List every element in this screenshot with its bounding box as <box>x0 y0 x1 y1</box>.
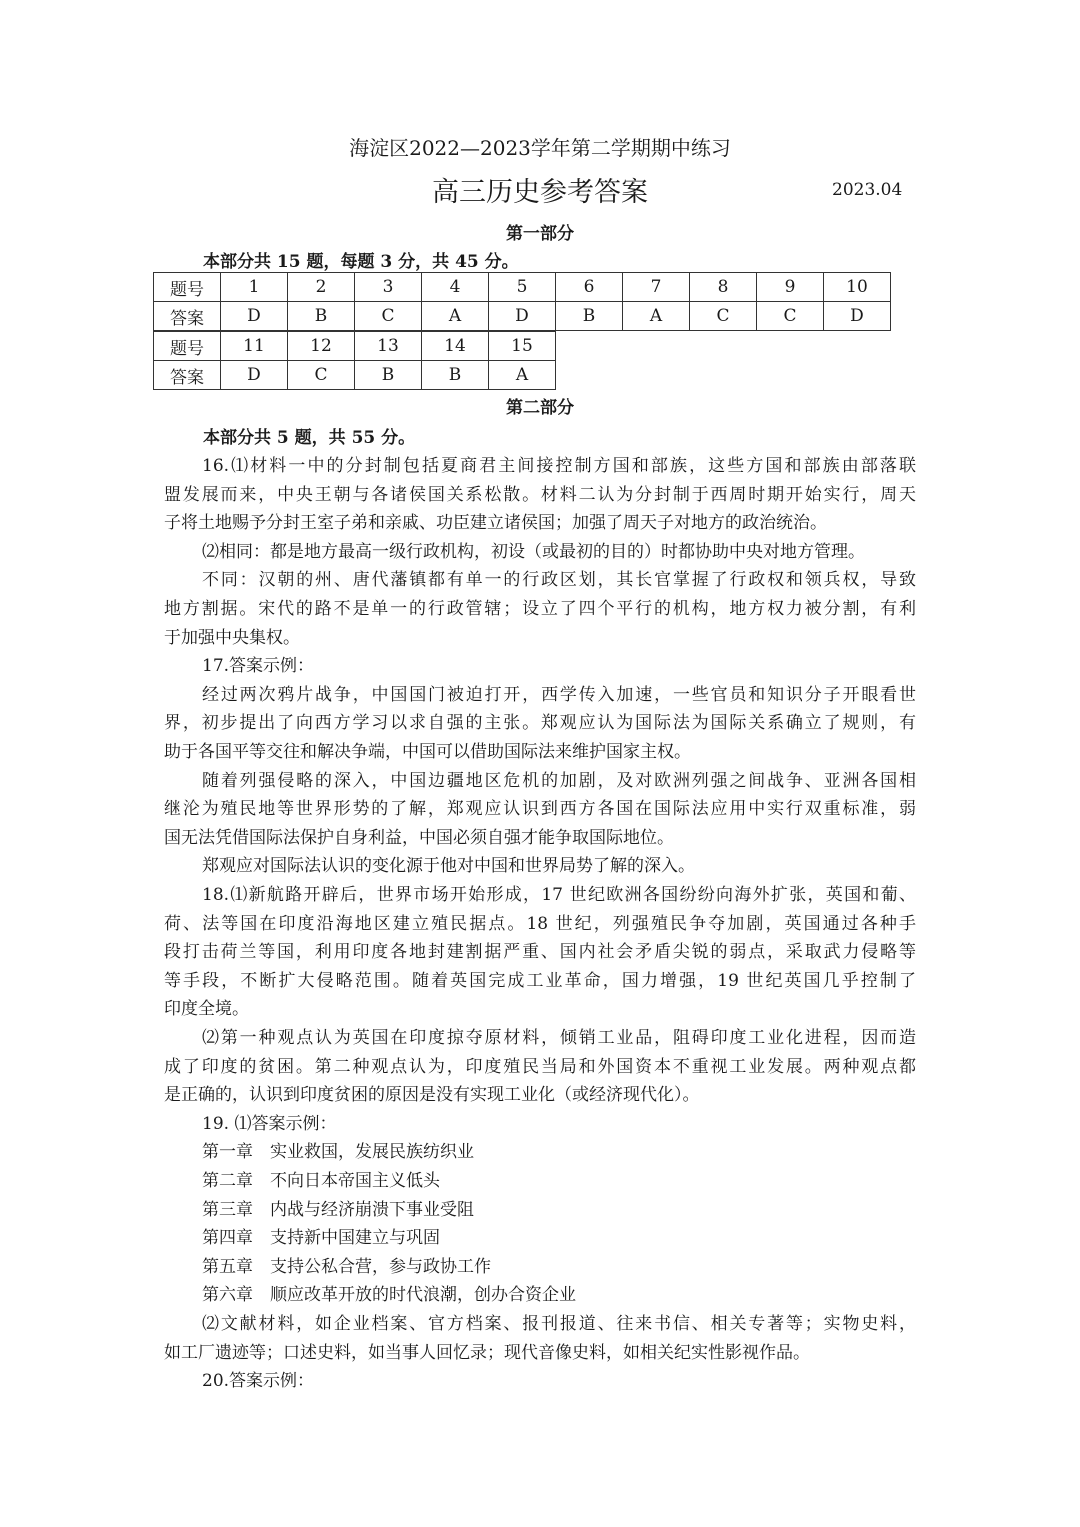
answer-cell: C <box>757 302 824 331</box>
answer-cell: C <box>355 302 422 331</box>
part1-intro: 本部分共 15 题，每题 3 分，共 45 分。 <box>203 252 519 272</box>
answer-cell: B <box>422 361 489 390</box>
question-number: 10 <box>824 273 891 302</box>
question-number: 2 <box>288 273 355 302</box>
question-number: 3 <box>355 273 422 302</box>
text-line: 是正确的，认识到印度贫困的原因是没有实现工业化（或经济现代化）。 <box>164 1085 700 1106</box>
answer-cell: D <box>824 302 891 331</box>
text-line: 地方割据。宋代的路不是单一的行政管辖；设立了四个平行的机构，地方权力被分割，有利 <box>164 599 916 619</box>
text-line: 于加强中央集权。 <box>164 627 300 648</box>
text-line: 经过两次鸦片战争，中国国门被迫打开，西学传入加速，一些官员和知识分子开眼看世 <box>202 684 916 705</box>
document-subtitle: 高三历史参考答案 <box>432 177 648 208</box>
text-line: ⑵相同：都是地方最高一级行政机构，初设（或最初的目的）时都协助中央对地方管理。 <box>202 541 865 562</box>
question-number: 5 <box>489 273 556 302</box>
part2-intro: 本部分共 5 题，共 55 分。 <box>203 428 416 448</box>
text-line: 郑观应对国际法认识的变化源于他对中国和世界局势了解的深入。 <box>202 856 695 877</box>
text-line: 第四章 支持新中国建立与巩固 <box>202 1228 440 1249</box>
table-row-answers <box>154 302 891 331</box>
table-row-answers <box>154 361 556 390</box>
text-line: ⑵第一种观点认为英国在印度掠夺原材料，倾销工业品，阻碍印度工业化进程，因而造 <box>202 1028 916 1048</box>
text-line: 继沦为殖民地等世界形势的了解，郑观应认识到西方各国在国际法应用中实行双重标准，弱 <box>164 799 916 820</box>
row-label-question: 题号 <box>154 273 221 302</box>
text-line: ⑵文献材料，如企业档案、官方档案、报刊报道、往来书信、相关专著等；实物史料， <box>202 1314 916 1334</box>
text-line: 助于各国平等交往和解决争端，中国可以借助国际法来维护国家主权。 <box>164 742 691 762</box>
question-number: 15 <box>489 332 556 361</box>
text-line: 20.答案示例： <box>202 1371 315 1392</box>
text-line: 18.⑴新航路开辟后，世界市场开始形成，17 世纪欧洲各国纷纷向海外扩张，英国和葡、 <box>202 885 916 905</box>
text-line: 子将土地赐予分封王室子弟和亲戚、功臣建立诸侯国；加强了周天子对地方的政治统治。 <box>164 513 827 534</box>
answer-table-2 <box>153 331 556 390</box>
question-number: 8 <box>690 273 757 302</box>
text-line: 如工厂遗迹等；口述史料，如当事人回忆录；现代音像史料，如相关纪实性影视作品。 <box>164 1342 810 1363</box>
text-line: 19. ⑴答案示例： <box>202 1113 337 1134</box>
answer-table-1 <box>153 272 891 331</box>
text-line: 17.答案示例： <box>202 656 315 677</box>
document-title: 海淀区2022—2023学年第二学期期中练习 <box>349 136 731 160</box>
question-number: 9 <box>757 273 824 302</box>
answer-cell: A <box>422 302 489 331</box>
row-label-question: 题号 <box>154 332 221 361</box>
answer-cell: B <box>288 302 355 331</box>
text-line: 第一章 实业救国，发展民族纺织业 <box>202 1142 474 1163</box>
part2-heading: 第二部分 <box>506 398 574 418</box>
table-row-numbers <box>154 273 891 302</box>
text-line: 随着列强侵略的深入，中国边疆地区危机的加剧，及对欧洲列强之间战争、亚洲各国相 <box>202 770 916 791</box>
part1-heading: 第一部分 <box>506 224 574 244</box>
question-number: 7 <box>623 273 690 302</box>
question-number: 12 <box>288 332 355 361</box>
text-line: 第二章 不向日本帝国主义低头 <box>202 1171 440 1191</box>
text-line: 段打击荷兰等国，利用印度各地封建割据严重、国内社会矛盾尖锐的弱点，采取武力侵略等 <box>164 942 916 963</box>
row-label-answer: 答案 <box>154 361 221 390</box>
answer-cell: B <box>556 302 623 331</box>
text-line: 不同：汉朝的州、唐代藩镇都有单一的行政区划，其长官掌握了行政权和领兵权，导致 <box>202 570 916 591</box>
text-line: 成了印度的贫困。第二种观点认为，印度殖民当局和外国资本不重视工业发展。两种观点都 <box>164 1056 916 1077</box>
question-number: 4 <box>422 273 489 302</box>
question-number: 6 <box>556 273 623 302</box>
text-line: 第五章 支持公私合营，参与政协工作 <box>202 1256 491 1277</box>
text-line: 印度全境。 <box>164 999 249 1020</box>
answer-cell: B <box>355 361 422 390</box>
text-line: 第六章 顺应改革开放的时代浪潮，创办合资企业 <box>202 1285 576 1306</box>
document-date: 2023.04 <box>832 180 903 200</box>
text-line: 等手段，不断扩大侵略范围。随着英国完成工业革命，国力增强，19 世纪英国几乎控制了 <box>164 970 916 991</box>
answer-cell: D <box>221 302 288 331</box>
text-line: 国无法凭借国际法保护自身利益，中国必须自强才能争取国际地位。 <box>164 827 674 848</box>
table-row-numbers <box>154 332 556 361</box>
text-line: 第三章 内战与经济崩溃下事业受阻 <box>202 1199 474 1220</box>
question-number: 13 <box>355 332 422 361</box>
text-line: 荷、法等国在印度沿海地区建立殖民据点。18 世纪，列强殖民争夺加剧，英国通过各种手 <box>164 913 916 934</box>
answer-cell: A <box>489 361 556 390</box>
row-label-answer: 答案 <box>154 302 221 331</box>
text-line: 16.⑴材料一中的分封制包括夏商君主间接控制方国和部族，这些方国和部族由部落联 <box>202 456 916 476</box>
answer-cell: D <box>221 361 288 390</box>
question-number: 11 <box>221 332 288 361</box>
text-line: 盟发展而来，中央王朝与各诸侯国关系松散。材料二认为分封制于西周时期开始实行，周天 <box>164 484 916 505</box>
answer-cell: A <box>623 302 690 331</box>
answer-cell: C <box>690 302 757 331</box>
answer-cell: C <box>288 361 355 390</box>
question-number: 1 <box>221 273 288 302</box>
text-line: 界，初步提出了向西方学习以求自强的主张。郑观应认为国际法为国际关系确立了规则，有 <box>164 713 916 734</box>
question-number: 14 <box>422 332 489 361</box>
answer-cell: D <box>489 302 556 331</box>
